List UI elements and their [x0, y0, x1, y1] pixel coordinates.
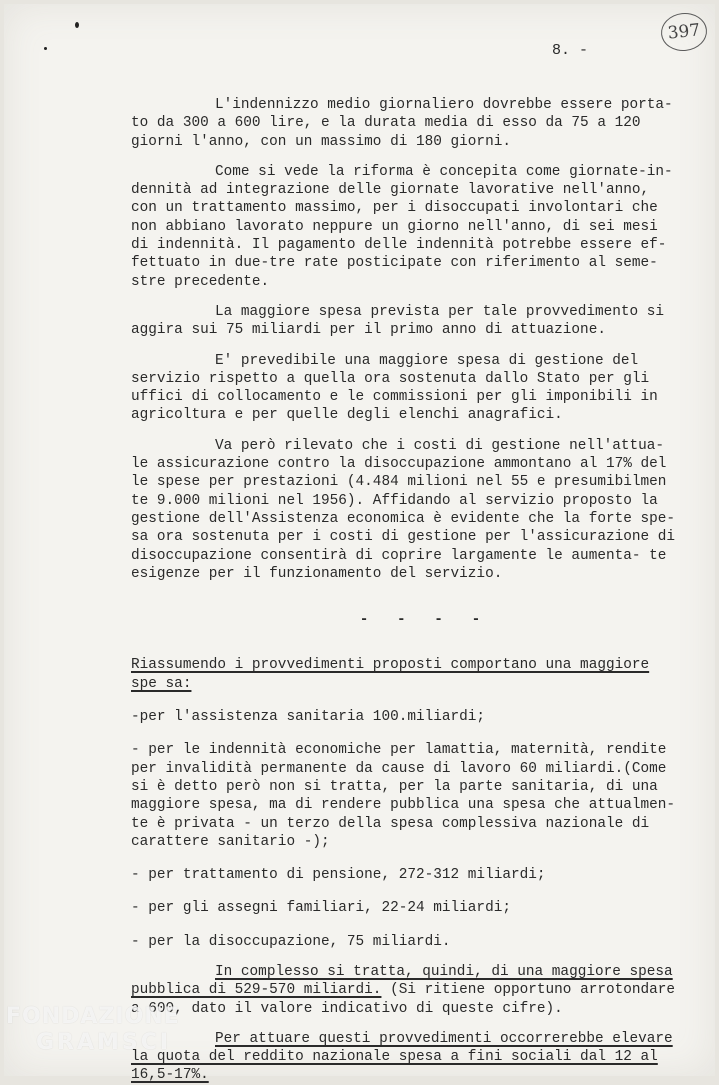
- archive-stamp: [659, 11, 709, 54]
- ink-dot: [44, 47, 47, 50]
- watermark-line-1: FONDAZIONE: [6, 1004, 180, 1029]
- conclusion-total: [131, 963, 679, 1018]
- list-item: -per l'assistenza sanitaria 100.miliardi;: [131, 709, 486, 726]
- list-item: - per gli assegni familiari, 22-24 miliardi;: [131, 900, 511, 917]
- document-page: [4, 4, 715, 1084]
- paragraph: L'indennizzo medio giornaliero dovrebbe essere porta- to da 300 a 600 lire, e la durata media di esso da 75 a 120 giorni l'anno, con un massimo di 180 giorni.: [131, 97, 673, 150]
- summary-title-text: Riassumendo i provvedimenti proposti comportano una maggiore spe sa:: [131, 657, 650, 692]
- summary-title: [131, 656, 679, 693]
- paragraph: Va però rilevato che i costi di gestione nell'attua- le assicurazione contro la disoccupazione ammontano al 17% del le spese per prestazioni (4.484 milioni nel 55 e presumibilmen te 9.000 milioni nel 1956). Affidando al servizio proposto la gestione dell'Assistenza economica è evidente che la forte spe- sa ora sostenuta per i costi di gestione per l'assicurazione di disoccupazione consentirà di coprire largamente le aumenta- te esigenze per il funzionamento del servizio.: [131, 437, 676, 582]
- conclusion-total-rest: (Si ritiene opportuno arrotondare a 600, dato il valore indicativo di queste cifre).: [131, 982, 676, 1017]
- list-item: - per la disoccupazione, 75 miliardi.: [131, 933, 451, 950]
- conclusion-total-underlined: In complesso si tratta, quindi, di una maggiore spesa pubblica di 529-570 miliardi.: [131, 963, 673, 999]
- stamp-number: 397: [666, 20, 702, 44]
- ink-dot: [75, 22, 79, 28]
- separator: - - - -: [359, 612, 491, 629]
- list-item: - per trattamento di pensione, 272-312 miliardi;: [131, 867, 546, 884]
- list-item: - per le indennità economiche per lamattia, maternità, rendite per invalidità permanente da cause di lavoro 60 miliardi.(Come si è detto però non si tratta, per la parte sanitaria, di una maggiore spesa, ma di rendere pubblica una spesa che attualmen- te è privata - un terzo della spesa complessiva nazionale di carattere sanitario -);: [131, 742, 676, 850]
- document-body: [131, 96, 679, 1085]
- watermark-line-2: GRAMSCI: [36, 1030, 172, 1055]
- watermark: [6, 1004, 180, 1056]
- page-number: 8. -: [552, 42, 589, 59]
- paragraph: Come si vede la riforma è concepita come giornate-in- dennità ad integrazione delle giornate lavorative nell'anno, con un trattamento massimo, per i disoccupati involontari che non abbiano lavorato neppure un giorno nell'anno, di sei mesi di indennità. Il pagamento delle indennità potrebbe essere ef- fettuato in due-tre rate posticipate con riferimento al seme- stre precedente.: [131, 163, 673, 290]
- conclusion-quota: [131, 1030, 679, 1085]
- paragraph: E' prevedibile una maggiore spesa di gestione del servizio rispetto a quella ora sostenuta dallo Stato per gli uffici di collocamento e le commissioni per gli imponibili in agricoltura e per quelle degli elenchi anagrafici.: [131, 352, 658, 424]
- paragraph: La maggiore spesa prevista per tale provvedimento si aggira sui 75 miliardi per il primo anno di attuazione.: [131, 303, 665, 339]
- conclusion-quota-text: Per attuare questi provvedimenti occorrerebbe elevare la quota del reddito nazionale spesa a fini sociali dal 12 al 16,5-17%.: [131, 1030, 673, 1084]
